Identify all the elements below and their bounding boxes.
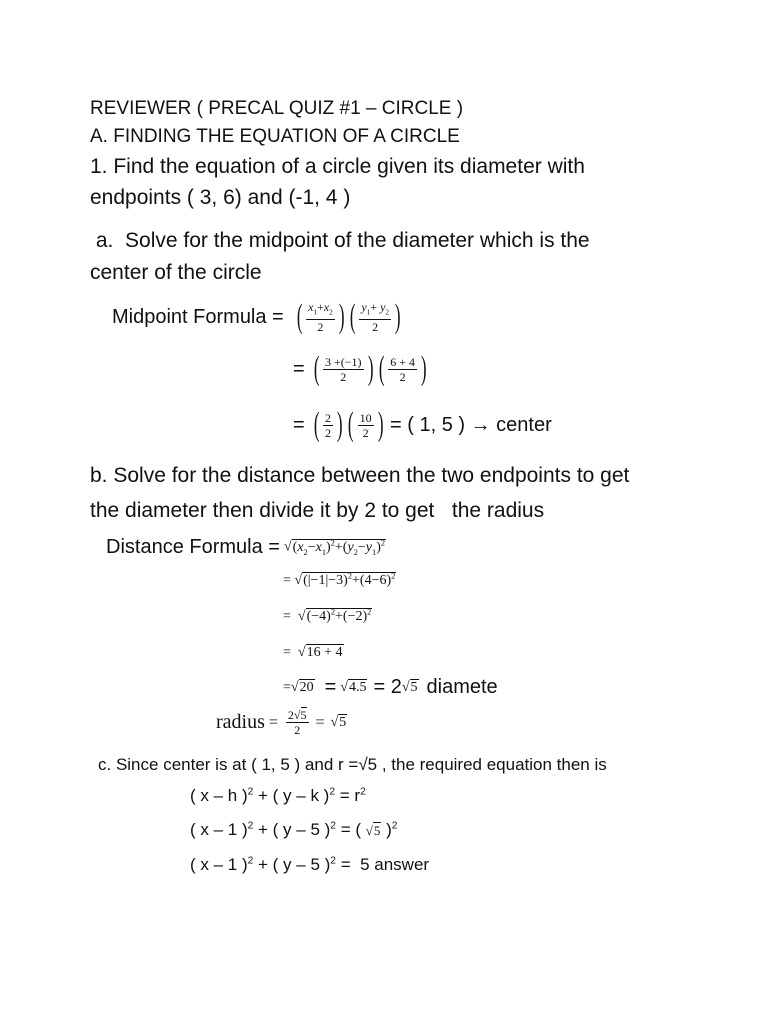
distance-formula-row xyxy=(106,536,386,559)
distance-formula-label: Distance Formula = xyxy=(106,536,280,558)
step-b-line-2: the diameter then divide it by 2 to get the radius xyxy=(90,499,545,522)
final-answer-value: 5 answer xyxy=(360,855,430,874)
midpoint-x-simplified: ( $\frac{2}{2}$ ) xyxy=(313,406,343,443)
midpoint-y-substitution: ( $\frac{6 + 4}{2}$ ) xyxy=(378,350,427,387)
midpoint-formula-row xyxy=(112,300,403,334)
equation-general-form: ( x – h )$^2$ + ( y – k )$^2 = r^2$ xyxy=(190,786,366,805)
distance-simplify-row-1: = $√(-4)^2+(-2)^2$ xyxy=(283,607,372,624)
midpoint-substitution-row: = ( $\frac{3 +(-1)}{2}$ ) ( $\frac{6 + 4}{2}$ ) xyxy=(293,352,429,386)
distance-result-row: = √20 = √4.5 = 2 √5 diamete xyxy=(283,676,498,698)
step-a-line-1: a. Solve for the midpoint of the diameter which is the xyxy=(90,229,590,252)
midpoint-x-substitution: ( $\frac{3 +(-1)}{2}$ ) xyxy=(313,350,374,387)
step-c-text: c. Since center is at ( 1, 5 ) and r =√5 , the required equation then is xyxy=(98,755,607,774)
midpoint-result-row: = ( $\frac{2}{2}$ ) ( $\frac{10}{2}$ ) = ( 1, 5 ) → center xyxy=(293,406,552,443)
page-title: REVIEWER ( PRECAL QUIZ #1 – CIRCLE ) xyxy=(90,98,464,119)
distance-formula-expression: $√(x_2-x_1)^2+(y_2-y_1)^2$ xyxy=(283,538,386,557)
equation-final-answer: ( x – 1 )$^2$ + ( y – 5 )$^2$ = 5 answer xyxy=(190,855,430,874)
step-b-line-1: b. Solve for the distance between the two endpoints to get xyxy=(90,464,630,487)
radius-label: radius xyxy=(216,711,265,733)
midpoint-y-term: ( $\frac{y_1+ y_2}{2}$ ) xyxy=(349,298,401,336)
problem-1-line-1: 1. Find the equation of a circle given its diameter with xyxy=(90,155,585,178)
midpoint-y-simplified: ( $\frac{10}{2}$ ) xyxy=(348,406,384,443)
step-a-line-2: center of the circle xyxy=(90,261,262,284)
problem-1-line-2: endpoints ( 3, 6) and (-1, 4 ) xyxy=(90,186,351,209)
midpoint-x-term: ( $\frac{x_1+x_2}{2}$ ) xyxy=(296,298,345,336)
radius-row: radius = $\frac{2√5}{2}$ = √5 xyxy=(216,708,347,737)
distance-simplify-row-2: = √16 + 4 xyxy=(283,645,343,660)
diameter-label: diamete xyxy=(426,676,498,698)
distance-substitution-row: = $√(|-1|-3)^2+(4-6)^2$ xyxy=(283,571,396,588)
midpoint-formula-label: Midpoint Formula = xyxy=(112,305,284,328)
section-a-heading: A. FINDING THE EQUATION OF A CIRCLE xyxy=(90,126,460,147)
midpoint-center-result: = ( 1, 5 ) → center xyxy=(390,413,552,436)
equation-substituted: ( x – 1 )$^2$ + ( y – 5 )$^2$ = ( √5 )$^2$ xyxy=(190,820,398,839)
